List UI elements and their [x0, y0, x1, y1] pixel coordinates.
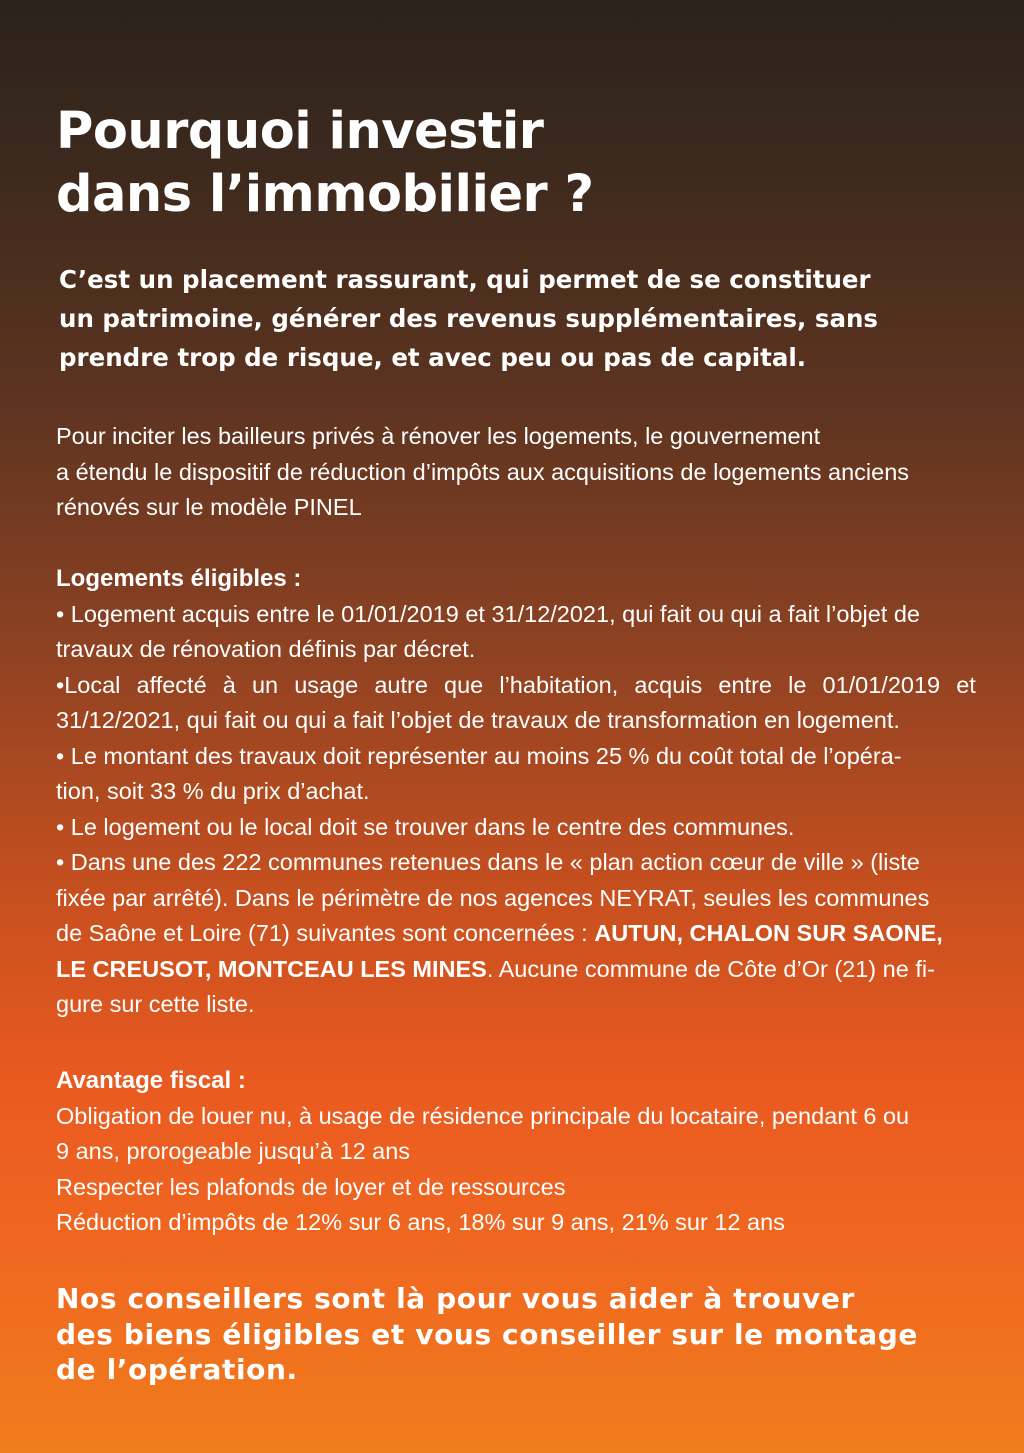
cote-dor-note: . Aucune commune de Côte d’Or (21) ne fi-: [486, 955, 935, 982]
closing-line-2: des biens éligibles et vous conseiller sur le montage: [56, 1317, 918, 1351]
fiscal-line-2: 9 ans, prorogeable jusqu’à 12 ans: [56, 1138, 411, 1164]
intro-line-2: un patrimoine, générer des revenus supplémentaires, sans: [59, 304, 879, 333]
fiscal-heading: Avantage fiscal :: [56, 1067, 246, 1094]
closing-line-3: de l’opération.: [56, 1353, 298, 1386]
justified-word: entre: [718, 671, 772, 698]
eligible-heading: Logements éligibles :: [56, 565, 302, 592]
eligible-bullet-5-line-1: • Dans une des 222 communes retenues dans le « plan action cœur de ville » (liste: [56, 849, 920, 875]
eligible-bullet-3-line-1: • Le montant des travaux doit représenter au moins 25 % du coût total de l’opéra-: [56, 742, 902, 769]
page-title: [56, 100, 956, 226]
fiscal-line-3: Respecter les plafonds de loyer et de ressources: [56, 1173, 566, 1200]
eligible-bullet-2-line-2: 31/12/2021, qui fait ou qui a fait l’objet de travaux de transformation en logement.: [56, 707, 900, 733]
eligible-bullet-5-line-5: gure sur cette liste.: [56, 991, 255, 1017]
fiscal-line-1: Obligation de louer nu, à usage de résidence principale du locataire, pendant 6 ou: [56, 1102, 910, 1129]
communes-list-part-2: LE CREUSOT, MONTCEAU LES MINES: [56, 955, 487, 982]
justified-word: un: [251, 671, 279, 698]
justified-word: que: [444, 671, 484, 698]
justified-word: le: [788, 671, 807, 698]
title-line-1: Pourquoi investir: [56, 102, 544, 161]
context-line-3: rénovés sur le modèle PINEL: [56, 494, 362, 520]
justified-word: 01/01/2019: [822, 671, 941, 698]
eligible-bullet-1-line-2: travaux de rénovation définis par décret.: [56, 636, 476, 662]
fiscal-line-4: Réduction d’impôts de 12% sur 6 ans, 18% sur 9 ans, 21% sur 12 ans: [56, 1209, 785, 1235]
eligible-bullet-5-line-2: fixée par arrêté). Dans le périmètre de nos agences NEYRAT, seules les communes: [56, 884, 930, 911]
eligible-bullet-5-line-3: [56, 916, 976, 952]
justified-word: usage: [294, 671, 359, 698]
context-paragraph: [56, 419, 976, 526]
justified-word: autre: [374, 671, 428, 698]
context-line-2: a étendu le dispositif de réduction d’impôts aux acquisitions de logements anciens: [56, 458, 910, 485]
eligible-bullet-2-line-1: [56, 668, 976, 704]
justified-word: affecté: [136, 671, 207, 698]
intro-text: [59, 260, 979, 377]
communes-list-part-1: AUTUN, CHALON SUR SAONE,: [594, 920, 943, 946]
eligible-bullet-3-line-2: tion, soit 33 % du prix d’achat.: [56, 778, 370, 804]
justified-word: l’habitation,: [499, 671, 619, 698]
eligible-bullet-5-line-4: [56, 952, 976, 988]
context-line-1: Pour inciter les bailleurs privés à rénover les logements, le gouvernement: [56, 423, 821, 449]
justified-word: et: [956, 671, 976, 698]
justified-word: acquis: [634, 671, 703, 698]
intro-line-1: C’est un placement rassurant, qui permet de se constituer: [59, 265, 871, 294]
communes-intro: de Saône et Loire (71) suivantes sont concernées :: [56, 920, 595, 946]
closing-line-1: Nos conseillers sont là pour vous aider à trouver: [56, 1282, 855, 1315]
title-line-2: dans l’immobilier ?: [56, 165, 594, 224]
eligible-bullet-1-line-1: • Logement acquis entre le 01/01/2019 et 31/12/2021, qui fait ou qui a fait l’objet de: [56, 600, 920, 627]
fiscal-section: [56, 1063, 976, 1241]
intro-line-3: prendre trop de risque, et avec peu ou pas de capital.: [59, 343, 807, 372]
eligible-bullet-4-line-1: • Le logement ou le local doit se trouver dans le centre des communes.: [56, 813, 795, 840]
justified-word: à: [222, 671, 236, 698]
closing-callout: [56, 1281, 976, 1388]
justified-word: •Local: [56, 671, 121, 698]
eligible-section: [56, 561, 976, 1023]
